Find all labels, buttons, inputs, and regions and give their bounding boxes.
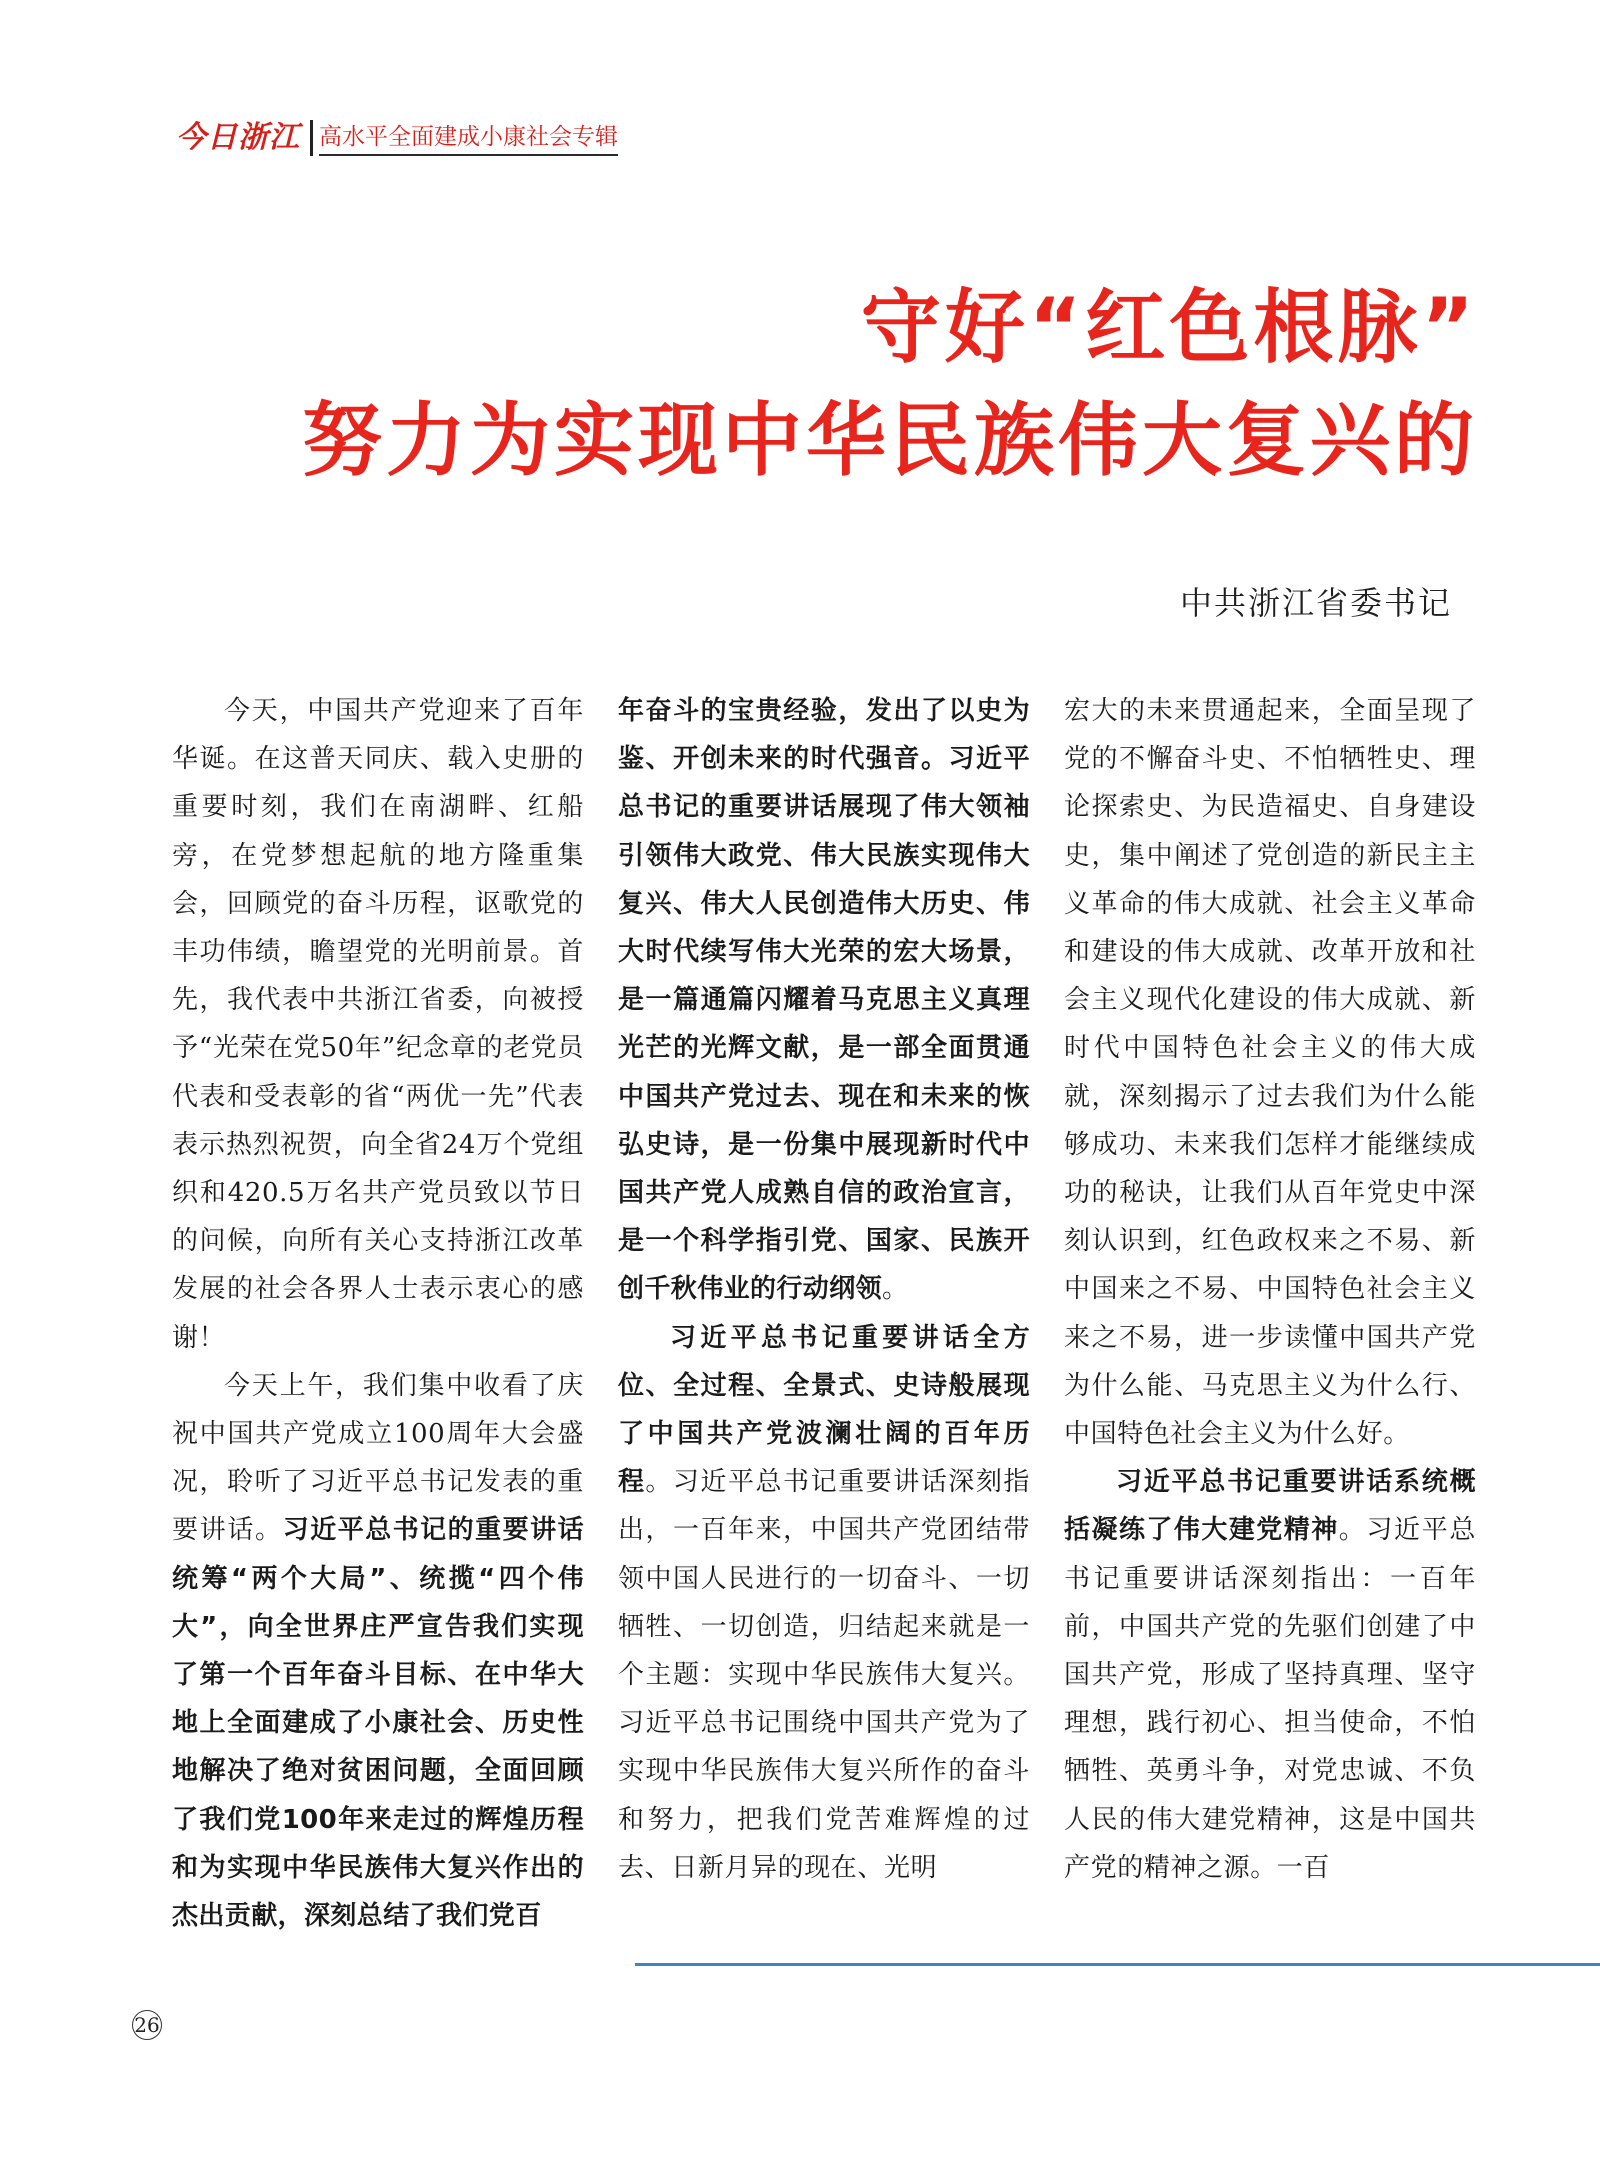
paragraph: 宏大的未来贯通起来，全面呈现了党的不懈奋斗史、不怕牺牲史、理论探索史、为民造福史、自身建设史，集中阐述了党创造的新民主主义革命的伟大成就、社会主义革命和建设的伟大成就、改革开放和社会主义现代化建设的伟大成就、新时代中国特色社会主义的伟大成就，深刻揭示了过去我们为什么能够成功、未来我们怎样才能继续成功的秘诀，让我们从百年党史中深刻认识到，红色政权来之不易、新中国来之不易、中国特色社会主义来之不易，进一步读懂中国共产党为什么能、马克思主义为什么行、中国特色社会主义为什么好。 <box>1064 696 1476 1450</box>
bold-text: 习近平总书记重要讲话系统概括凝练了伟大建党精神 <box>1064 1467 1476 1546</box>
magazine-logo: 今日浙江 <box>176 120 300 155</box>
text-column-3 <box>1064 687 1476 1937</box>
paragraph <box>172 1362 584 1937</box>
masthead-subtitle-wrap <box>319 120 618 156</box>
masthead-divider <box>310 120 313 156</box>
text-column-2 <box>618 687 1030 1937</box>
bold-text: 年奋斗的宝贵经验，发出了以史为鉴、开创未来的时代强音。习近平总书记的重要讲话展现了伟大领袖引领伟大政党、伟大民族实现伟大复兴、伟大人民创造伟大历史、伟大时代续写伟大光荣的宏大场景，是一篇通篇闪耀着马克思主义真理光芒的光辉文献，是一部全面贯通中国共产党过去、现在和未来的恢弘史诗，是一份集中展现新时代中国共产党人成熟自信的政治宣言，是一个科学指引党、国家、民族开创千秋伟业的行动纲领 <box>618 696 1030 1305</box>
headline-line-1: 守好“红色根脉” <box>860 281 1478 374</box>
paragraph-text: 。习近平总书记重要讲话深刻指出，一百年来，中国共产党团结带领中国人民进行的一切奋斗、一切牺牲、一切创造，归结起来就是一个主题：实现中华民族伟大复兴。习近平总书记围绕中国共产党为了实现中华民族伟大复兴所作的奋斗和努力，把我们党苦难辉煌的过去、日新月异的现在、光明 <box>618 1467 1030 1883</box>
text-column-1 <box>172 687 584 1937</box>
paragraph <box>1064 1458 1476 1892</box>
paragraph-text: 。 <box>882 1274 909 1305</box>
paragraph <box>618 1314 1030 1892</box>
page-number: 26 <box>132 2010 162 2040</box>
paragraph-text: 。习近平总书记重要讲话深刻指出：一百年前，中国共产党的先驱们创建了中国共产党，形成了坚持真理、坚守理想，践行初心、担当使命，不怕牺牲、英勇斗争，对党忠诚、不负人民的伟大建党精神，这是中国共产党的精神之源。一百 <box>1064 1515 1476 1883</box>
section-subtitle: 高水平全面建成小康社会专辑 <box>319 122 618 156</box>
headline-line-2: 努力为实现中华民族伟大复兴的 <box>302 394 1478 487</box>
footer-rule <box>635 1963 1600 1966</box>
paragraph: 今天，中国共产党迎来了百年华诞。在这普天同庆、载入史册的重要时刻，我们在南湖畔、红船旁，在党梦想起航的地方隆重集会，回顾党的奋斗历程，讴歌党的丰功伟绩，瞻望党的光明前景。首先，我代表中共浙江省委，向被授予“光荣在党50年”纪念章的老党员代表和受表彰的省“两优一先”代表表示热烈祝贺，向全省24万个党组织和420.5万名共产党员致以节日的问候，向所有关心支持浙江改革发展的社会各界人士表示衷心的感谢！ <box>172 696 584 1353</box>
author-byline: 中共浙江省委书记 <box>1179 584 1452 622</box>
paragraph <box>618 687 1030 1314</box>
bold-text: 习近平总书记重要讲话全方位、全过程、全景式、史诗般展现了中国共产党波澜壮阔的百年历程 <box>618 1322 1030 1498</box>
bold-text: 习近平总书记的重要讲话统筹“两个大局”、统揽“四个伟大”，向全世界庄严宣告我们实现了第一个百年奋斗目标、在中华大地上全面建成了小康社会、历史性地解决了绝对贫困问题，全面回顾了我们党100年来走过的辉煌历程和为实现中华民族伟大复兴作出的杰出贡献，深刻总结了我们党百 <box>172 1515 584 1932</box>
masthead <box>176 118 618 158</box>
paragraph-text: 今天上午，我们集中收看了庆祝中国共产党成立100周年大会盛况，聆听了习近平总书记发表的重要讲话。 <box>172 1370 584 1546</box>
